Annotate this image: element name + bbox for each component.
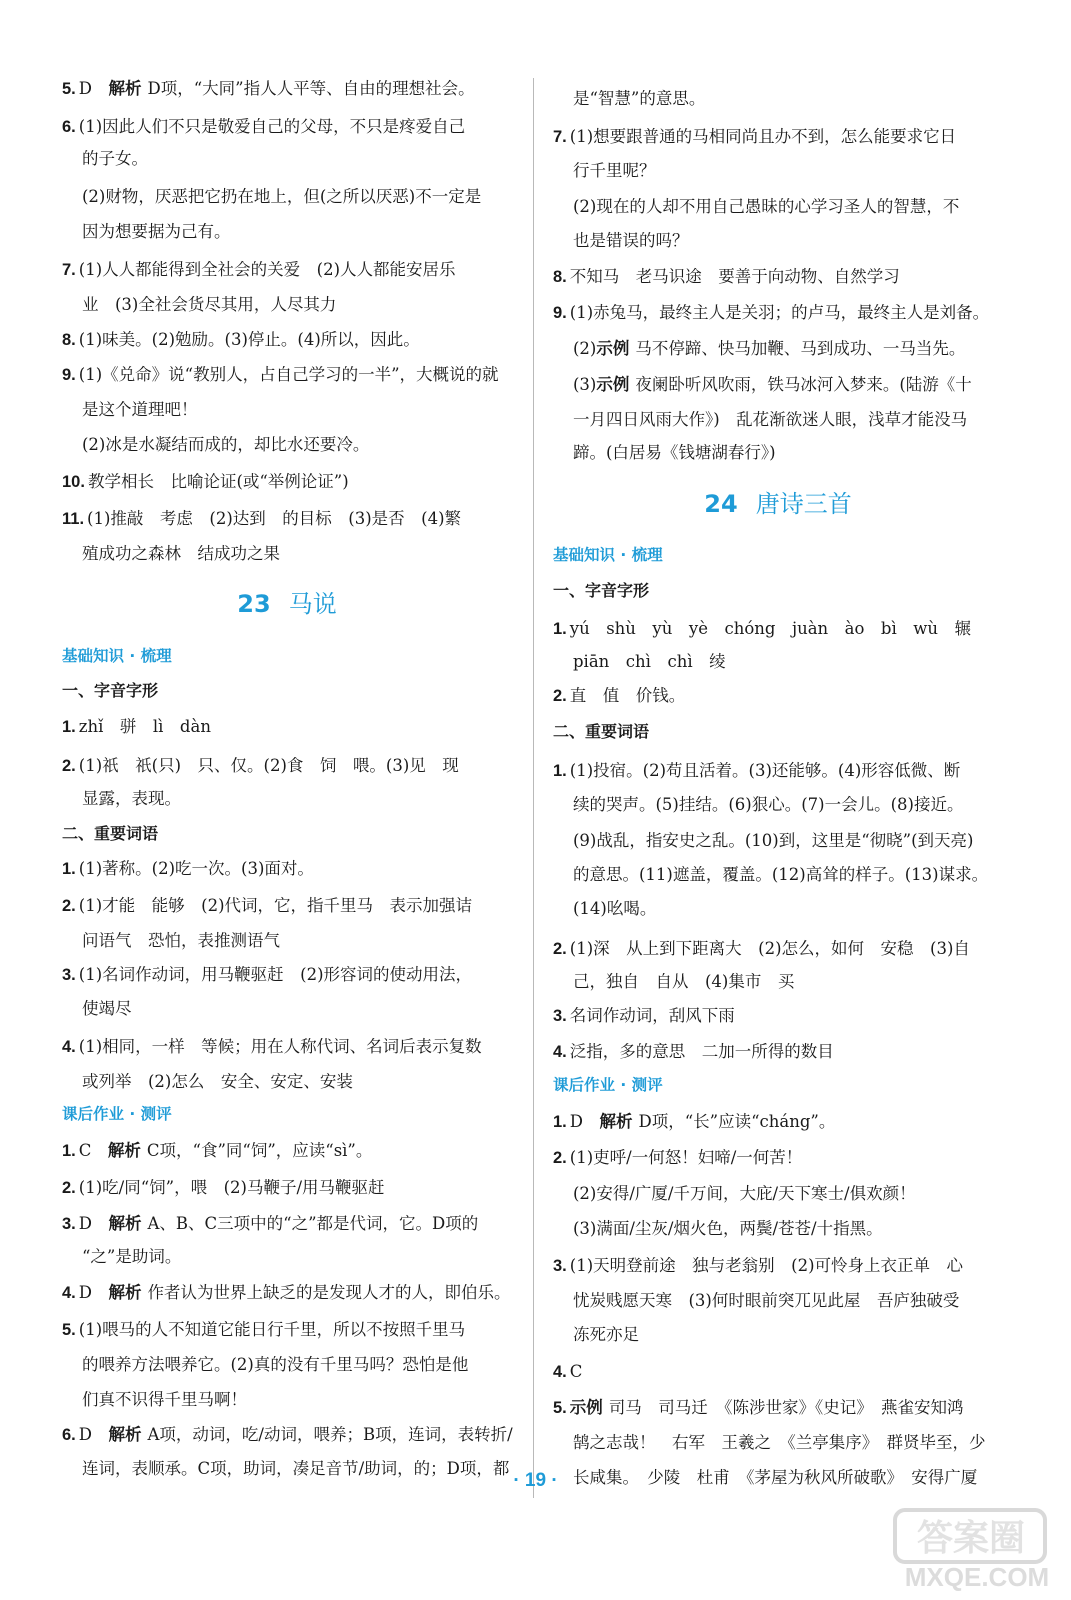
item-b2-line2: 问语气 恐怕，表推测语气 <box>82 931 280 950</box>
item-r-a2: 2. 直 值 价钱。 <box>553 686 686 705</box>
answer-6-line2: 的子女。 <box>82 149 148 168</box>
item-r-b1-line2: 续的哭声。(5)挂结。(6)狠心。(7)一会儿。(8)接近。 <box>573 795 964 814</box>
item-r-b2-line2: 己，独自 自从 (4)集市 买 <box>573 972 795 991</box>
item-r-b4: 4. 泛指，多的意思 二加一所得的数目 <box>553 1042 834 1061</box>
item-r-b1: 1. (1)投宿。(2)苟且活着。(3)还能够。(4)形容低微、断 <box>553 761 961 780</box>
answer-11: 11. (1)推敲 考虑 (2)达到 的目标 (3)是否 (4)繁 <box>62 509 462 528</box>
homework-1: 1. C 解析 C项，“食”同“饲”，应读“sì”。 <box>62 1141 373 1160</box>
homework-r3: 3. (1)天明登前途 独与老翁别 (2)可怜身上衣正单 心 <box>553 1256 964 1275</box>
item-b4: 4. (1)相同，一样 等候；用在人称代词、名词后表示复数 <box>62 1037 482 1056</box>
heading-vocabulary: 二、重要词语 <box>62 824 159 843</box>
answer-7-line2: 业 (3)全社会货尽其用，人尽其力 <box>82 295 337 314</box>
homework-5-line2: 的喂养方法喂养它。(2)真的没有千里马吗？恐怕是他 <box>82 1355 469 1374</box>
homework-r3-line2: 忧炭贱愿天寒 (3)何时眼前突兀见此屋 吾庐独破受 <box>573 1291 960 1310</box>
item-r-b1-line4: 的意思。(11)遮盖，覆盖。(12)高耸的样子。(13)谋求。 <box>573 865 989 884</box>
homework-4: 4. D 解析 作者认为世界上缺乏的是发现人才的人，即伯乐。 <box>62 1283 511 1302</box>
homework-3: 3. D 解析 A、B、C三项中的“之”都是代词，它。D项的 <box>62 1214 479 1233</box>
page-number: · 19 · <box>513 1470 558 1491</box>
answer-5: 5. D 解析 D项，“大同”指人人平等、自由的理想社会。 <box>62 79 475 98</box>
homework-r5: 5. 示例 司马 司马迁 《陈涉世家》《史记》 燕雀安知鸿 <box>553 1398 964 1417</box>
homework-r4: 4. C <box>553 1362 583 1381</box>
answer-9-line2: 是这个道理吧！ <box>82 400 198 419</box>
homework-5: 5. (1)喂马的人不知道它能日行千里，所以不按照千里马 <box>62 1320 466 1339</box>
answer-r7: 7. (1)想要跟普通的马相同尚且办不到，怎么能要求它日 <box>553 127 957 146</box>
item-r-b2: 2. (1)深 从上到下距离大 (2)怎么，如何 安稳 (3)自 <box>553 939 970 958</box>
homework-5-line3: 们真不识得千里马啊！ <box>82 1390 247 1409</box>
homework-3-line2: “之”是助词。 <box>82 1247 182 1266</box>
homework-r1: 1. D 解析 D项，“长”应读“cháng”。 <box>553 1112 836 1131</box>
answer-r8: 8. 不知马 老马识途 要善于向动物、自然学习 <box>553 267 900 286</box>
item-r-a1-line2: piān chì chì 绫 <box>573 652 726 671</box>
section-basic-knowledge-24: 基础知识 · 梳理 <box>553 546 663 564</box>
item-r-a1: 1. yú shù yù yè chóng juàn ào bì wù 辗 <box>553 619 972 638</box>
item-a2-line2: 显露，表现。 <box>82 789 181 808</box>
answer-10: 10. 教学相长 比喻论证(或“举例论证”) <box>62 472 349 491</box>
item-a2: 2. (1)祇 祇(只) 只、仅。(2)食 饲 喂。(3)见 现 <box>62 756 459 775</box>
answer-9-line3: (2)冰是水凝结而成的，却比水还要冷。 <box>82 435 370 454</box>
item-r-b1-line5: (14)吆喝。 <box>573 899 657 918</box>
homework-2: 2. (1)吃/同“饲”，喂 (2)马鞭子/用马鞭驱赶 <box>62 1178 385 1197</box>
heading-pronunciation-24: 一、字音字形 <box>553 581 650 600</box>
answer-r9-line3: (3)示例 夜阑卧听风吹雨，铁马冰河入梦来。(陆游《十 <box>573 375 972 394</box>
lesson-title-24: 24 唐诗三首 <box>704 490 852 518</box>
homework-r3-line3: 冻死亦足 <box>573 1325 639 1344</box>
answer-r9-line4: 一月四日风雨大作》) 乱花渐欲迷人眼，浅草才能没马 <box>573 410 968 429</box>
item-b3-line2: 使竭尽 <box>82 999 132 1018</box>
item-b3: 3. (1)名词作动词，用马鞭驱赶 (2)形容词的使动用法， <box>62 965 473 984</box>
homework-r2-line2: (2)安得/广厦/千万间，大庇/天下寒士/俱欢颜！ <box>573 1184 916 1203</box>
answer-6-line4: 因为想要据为己有。 <box>82 222 231 241</box>
answer-7: 7. (1)人人都能得到全社会的关爱 (2)人人都能安居乐 <box>62 260 456 279</box>
continued-text: 是“智慧”的意思。 <box>573 89 706 108</box>
item-b1: 1. (1)著称。(2)吃一次。(3)面对。 <box>62 859 314 878</box>
section-homework-24: 课后作业 · 测评 <box>553 1076 663 1094</box>
heading-pronunciation: 一、字音字形 <box>62 681 159 700</box>
lesson-title-23: 23 马说 <box>237 590 337 618</box>
watermark-url: MXQE.COM <box>904 1562 1050 1592</box>
answer-r7-line3: (2)现在的人却不用自己愚昧的心学习圣人的智慧，不 <box>573 197 960 216</box>
answer-r7-line4: 也是错误的吗？ <box>573 231 689 250</box>
homework-r5-line3: 长咸集。 少陵 杜甫 《茅屋为秋风所破歌》 安得广厦 <box>573 1468 978 1487</box>
item-a1: 1. zhǐ 骈 lì dàn <box>62 717 211 736</box>
homework-r2-line3: (3)满面/尘灰/烟火色，两鬓/苍苍/十指黑。 <box>573 1219 883 1238</box>
watermark-logo <box>893 1506 1063 1594</box>
section-homework: 课后作业 · 测评 <box>62 1105 172 1123</box>
answer-11-line2: 殖成功之森林 结成功之果 <box>82 544 280 563</box>
item-r-b3: 3. 名词作动词，刮风下雨 <box>553 1006 735 1025</box>
column-divider <box>533 78 534 1498</box>
answer-r7-line2: 行千里呢？ <box>573 161 656 180</box>
answer-6: 6. (1)因此人们不只是敬爱自己的父母，不只是疼爱自己 <box>62 117 466 136</box>
answer-9: 9. (1)《兑命》说“教别人，占自己学习的一半”，大概说的就 <box>62 365 499 384</box>
answer-r9: 9. (1)赤兔马，最终主人是关羽；的卢马，最终主人是刘备。 <box>553 303 990 322</box>
item-b4-line2: 或列举 (2)怎么 安全、安定、安装 <box>82 1072 353 1091</box>
homework-6-line2: 连词，表顺承。C项，助词，凑足音节/助词，的；D项，都 <box>82 1459 510 1478</box>
heading-vocabulary-24: 二、重要词语 <box>553 722 650 741</box>
answer-6-line3: (2)财物，厌恶把它扔在地上，但(之所以厌恶)不一定是 <box>82 187 482 206</box>
item-r-b1-line3: (9)战乱，指安史之乱。(10)到，这里是“彻晓”(到天亮) <box>573 831 974 850</box>
answer-r9-line2: (2)示例 马不停蹄、快马加鞭、马到成功、一马当先。 <box>573 339 966 358</box>
homework-r5-line2: 鹄之志哉！ 右军 王羲之 《兰亭集序》 群贤毕至，少 <box>573 1433 986 1452</box>
homework-6: 6. D 解析 A项，动词，吃/动词，喂养；B项，连词，表转折/ <box>62 1425 513 1444</box>
watermark-text: 答案圈 <box>916 1518 1026 1559</box>
homework-r2: 2. (1)吏呼/一何怒！妇啼/一何苦！ <box>553 1148 803 1167</box>
answer-8: 8. (1)味美。(2)勉励。(3)停止。(4)所以，因此。 <box>62 330 420 349</box>
answer-r9-line5: 蹄。(白居易《钱塘湖春行》) <box>573 443 776 462</box>
item-b2: 2. (1)才能 能够 (2)代词，它，指千里马 表示加强诘 <box>62 896 473 915</box>
section-basic-knowledge: 基础知识 · 梳理 <box>62 647 172 665</box>
